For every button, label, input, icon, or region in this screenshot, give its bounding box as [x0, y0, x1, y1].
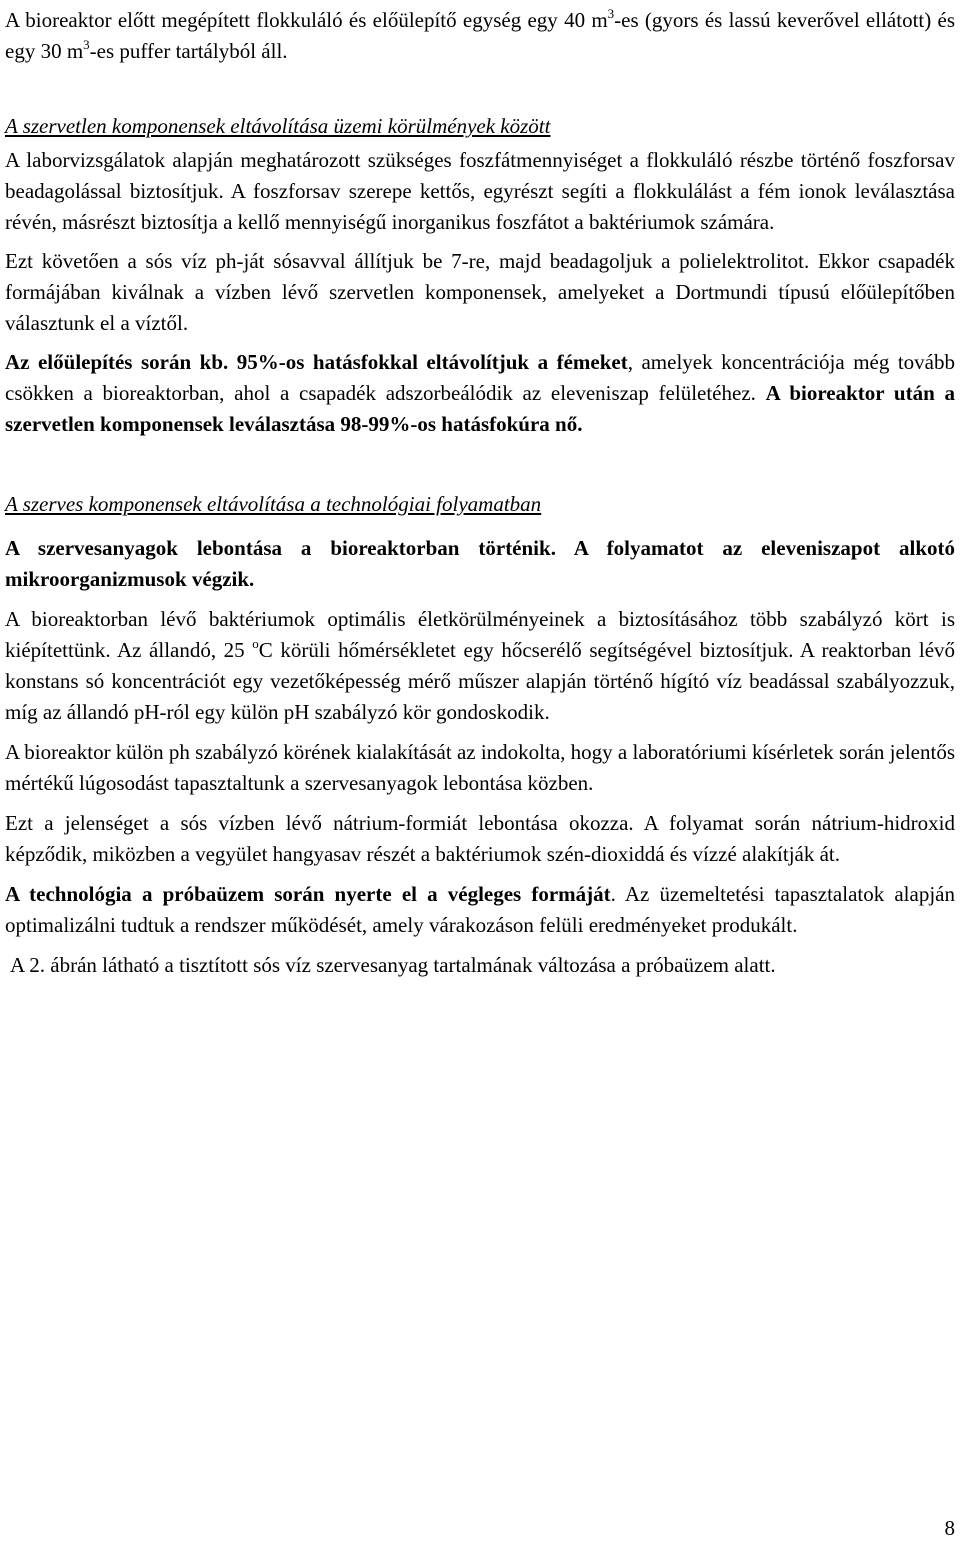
heading-inorganic-text: A szervetlen komponensek eltávolítása üzemi körülmények között [5, 114, 551, 138]
intro-text-b: -es (gyors és lassú keverővel ellátott) és egy 30 m [5, 8, 955, 63]
settling-normal: , amelyek koncentrációja még tovább csökken a bioreaktorban, ahol a csapadék adszorbeálódik az eleveniszap felületéhez. [5, 350, 955, 405]
settling-bold-2: A bioreaktor után a szervetlen komponensek leválasztása 98-99%-os hatásfokúra nő. [5, 381, 955, 436]
intro-text-a: A bioreaktor előtt megépített flokkuláló és előülepítő egység egy 40 m [5, 8, 608, 32]
section-heading-organic [5, 489, 955, 520]
control-text-a: A bioreaktorban lévő baktériumok optimális életkörülményeinek a biztosításához több szabályzó kört is kiépítettünk. Az állandó, 25 [5, 607, 955, 662]
paragraph-organic-bold: A szervesanyagok lebontása a bioreaktorban történik. A folyamatot az eleveniszapot alkotó mikroorganizmusok végzik. [5, 536, 955, 591]
trial-run-normal: . Az üzemeltetési tapasztalatok alapján optimalizálni tudtuk a rendszer működését, amely várakozáson felüli eredményeket produkált. [5, 882, 955, 937]
paragraph-phosphate: A laborvizsgálatok alapján meghatározott szükséges foszfátmennyiséget a flokkuláló részbe történő foszforsav beadagolással biztosítjuk. A foszforsav szerepe kettős, egyrészt segíti a flokkulálást a fém ionok leválasztása révén, másrészt biztosítja a kellő mennyiségű inorganikus foszfátot a baktériumok számára. [5, 148, 955, 234]
heading-organic-text: A szerves komponensek eltávolítása a technológiai folyamatban [5, 492, 542, 516]
paragraph-polyelectrolyte: Ezt követően a sós víz ph-ját sósavval állítjuk be 7-re, majd beadagoljuk a polielektrolitot. Ekkor csapadék formájában kiválnak a vízben lévő szervetlen komponensek, amelyeket a Dortmundi típusú előülepítőben választunk el a víztől. [5, 249, 955, 335]
page-number: 8 [944, 1516, 955, 1540]
settling-bold-1: Az előülepítés során kb. 95%-os hatásfokkal eltávolítjuk a fémeket [5, 350, 628, 374]
superscript-cubic-1: 3 [607, 6, 615, 21]
paragraph-ph-control: A bioreaktor külön ph szabályzó körének kialakítását az indokolta, hogy a laboratóriumi kísérletek során jelentős mértékű lúgosodást tapasztaltunk a szervesanyagok lebontása közben. [5, 740, 955, 795]
paragraph-intro [5, 0, 955, 67]
control-text-b: C körüli hőmérsékletet egy hőcserélő segítségével biztosítjuk. A reaktorban lévő konstans só koncentrációt egy vezetőképesség mérő műszer alapján történő hígító víz beadással szabályozzuk, míg az állandó pH-ról egy külön pH szabályzó kör gondoskodik. [5, 638, 956, 724]
superscript-degree: o [252, 636, 259, 651]
intro-text-c: -es puffer tartályból áll. [89, 39, 288, 63]
superscript-cubic-2: 3 [83, 37, 90, 52]
paragraph-settling [5, 347, 955, 440]
paragraph-figure-reference: A 2. ábrán látható a tisztított sós víz szervesanyag tartalmának változása a próbaüzem alatt. [10, 953, 776, 977]
paragraph-control-loops [5, 604, 955, 728]
paragraph-trial-run [5, 879, 955, 941]
paragraph-formate: Ezt a jelenséget a sós vízben lévő nátrium-formiát lebontása okozza. A folyamat során nátrium-hidroxid képződik, miközben a vegyület hangyasav részét a baktériumok szén-dioxiddá és vízzé alakítják át. [5, 811, 955, 866]
trial-run-bold: A technológia a próbaüzem során nyerte el a végleges formáját [5, 882, 611, 906]
section-heading-inorganic [5, 111, 955, 142]
document-page [5, 0, 955, 981]
